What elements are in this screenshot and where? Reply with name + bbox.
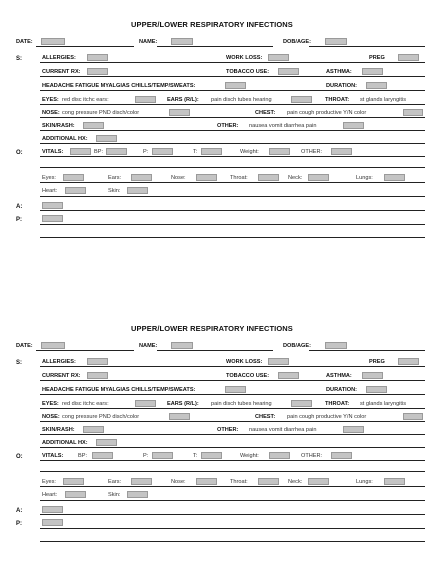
form-title: UPPER/LOWER RESPIRATORY INFECTIONS xyxy=(131,20,293,29)
other-vitals-label: OTHER: xyxy=(301,149,323,155)
tobacco-use-label: TOBACCO USE: xyxy=(226,373,270,379)
plan-label: P: xyxy=(16,217,22,223)
respiratory-form-1 xyxy=(0,16,444,286)
nose-symptoms: cong pressure PND disch/color xyxy=(62,110,140,116)
chest-label: CHEST: xyxy=(255,110,276,116)
exam-neck-field[interactable] xyxy=(308,174,329,181)
chest-field[interactable] xyxy=(403,413,423,420)
bp-label: BP: xyxy=(94,149,104,155)
headache-field[interactable] xyxy=(225,82,246,89)
other-symptoms: nausea vomit diarrhea pain xyxy=(249,427,317,433)
throat-symptoms: st glands laryngitis xyxy=(360,401,407,407)
exam-heart-label: Heart: xyxy=(42,492,58,498)
other-field[interactable] xyxy=(343,426,364,433)
assessment-field[interactable] xyxy=(42,506,63,513)
work-loss-label: WORK LOSS: xyxy=(226,55,263,61)
name-line xyxy=(157,350,273,351)
exam-line-1 xyxy=(40,182,425,183)
date-label: DATE: xyxy=(16,39,33,45)
subjective-label: S: xyxy=(16,360,22,366)
exam-skin-field[interactable] xyxy=(127,491,148,498)
dob-age-label: DOB/AGE: xyxy=(283,343,311,349)
plan-line xyxy=(40,528,425,529)
nose-label: NOSE: xyxy=(42,414,60,420)
respiratory-form-2 xyxy=(0,320,444,575)
exam-lungs-field[interactable] xyxy=(384,174,405,181)
exam-ears-label: Ears: xyxy=(108,175,122,181)
exam-neck-label: Neck: xyxy=(288,479,303,485)
allergies-line xyxy=(40,62,425,63)
exam-throat-field[interactable] xyxy=(258,174,279,181)
skin-rash-label: SKIN/RASH: xyxy=(42,427,75,433)
vitals-line-2 xyxy=(40,167,425,168)
exam-lungs-label: Lungs: xyxy=(356,175,373,181)
exam-line-2 xyxy=(40,196,425,197)
exam-throat-label: Throat: xyxy=(230,479,248,485)
vitals-field[interactable] xyxy=(70,148,91,155)
name-label: NAME: xyxy=(139,39,158,45)
work-loss-field[interactable] xyxy=(268,358,289,365)
eyes-field[interactable] xyxy=(135,96,156,103)
plan-field[interactable] xyxy=(42,215,63,222)
exam-nose-label: Nose: xyxy=(171,479,186,485)
other-vitals-label: OTHER: xyxy=(301,453,323,459)
exam-eyes-field[interactable] xyxy=(63,478,84,485)
assessment-field[interactable] xyxy=(42,202,63,209)
vitals-line-2 xyxy=(40,471,425,472)
current-rx-field[interactable] xyxy=(87,372,108,379)
asthma-label: ASTHMA: xyxy=(326,373,352,379)
tobacco-use-label: TOBACCO USE: xyxy=(226,69,270,75)
additional-hx-field[interactable] xyxy=(96,135,117,142)
exam-heart-field[interactable] xyxy=(65,187,86,194)
objective-label: O: xyxy=(16,150,23,156)
headache-label: HEADACHE FATIGUE MYALGIAS CHILLS/TEMP/SWEATS: xyxy=(42,387,196,393)
weight-field[interactable] xyxy=(269,148,290,155)
form-title: UPPER/LOWER RESPIRATORY INFECTIONS xyxy=(131,324,293,333)
weight-field[interactable] xyxy=(269,452,290,459)
preg-field[interactable] xyxy=(398,358,419,365)
additional-hx-line xyxy=(40,447,425,448)
tobacco-use-field[interactable] xyxy=(278,372,299,379)
work-loss-label: WORK LOSS: xyxy=(226,359,263,365)
exam-skin-label: Skin: xyxy=(108,188,121,194)
exam-skin-field[interactable] xyxy=(127,187,148,194)
current-rx-line xyxy=(40,76,425,77)
skin-rash-label: SKIN/RASH: xyxy=(42,123,75,129)
ears-symptoms: pain disch tubes hearing xyxy=(211,401,272,407)
additional-hx-field[interactable] xyxy=(96,439,117,446)
assessment-line xyxy=(40,210,425,211)
ears-rl-label: EARS (R/L): xyxy=(167,97,199,103)
throat-label: THROAT: xyxy=(325,97,350,103)
skin-rash-field[interactable] xyxy=(83,122,104,129)
other-symptoms: nausea vomit diarrhea pain xyxy=(249,123,317,129)
exam-heart-label: Heart: xyxy=(42,188,58,194)
temp-label: T: xyxy=(193,453,198,459)
date-line xyxy=(36,46,134,47)
bp-field[interactable] xyxy=(92,452,113,459)
dob-age-label: DOB/AGE: xyxy=(283,39,311,45)
exam-ears-label: Ears: xyxy=(108,479,122,485)
exam-neck-field[interactable] xyxy=(308,478,329,485)
name-line xyxy=(157,46,273,47)
weight-label: Weight: xyxy=(240,149,259,155)
date-line xyxy=(36,350,134,351)
assessment-line xyxy=(40,514,425,515)
duration-label: DURATION: xyxy=(326,387,357,393)
other-vitals-field[interactable] xyxy=(331,452,352,459)
exam-line-1 xyxy=(40,486,425,487)
exam-nose-label: Nose: xyxy=(171,175,186,181)
subjective-label: S: xyxy=(16,56,22,62)
exam-heart-field[interactable] xyxy=(65,491,86,498)
current-rx-line xyxy=(40,380,425,381)
current-rx-label: CURRENT RX: xyxy=(42,69,81,75)
skin-rash-field[interactable] xyxy=(83,426,104,433)
eyes-field[interactable] xyxy=(135,400,156,407)
additional-hx-label: ADDITIONAL HX: xyxy=(42,440,88,446)
plan-line-2 xyxy=(40,541,425,542)
duration-label: DURATION: xyxy=(326,83,357,89)
work-loss-field[interactable] xyxy=(268,54,289,61)
current-rx-field[interactable] xyxy=(87,68,108,75)
nose-line xyxy=(40,421,425,422)
nose-line xyxy=(40,117,425,118)
exam-nose-field[interactable] xyxy=(196,174,217,181)
exam-throat-label: Throat: xyxy=(230,175,248,181)
chest-label: CHEST: xyxy=(255,414,276,420)
pulse-label: P: xyxy=(143,149,149,155)
asthma-label: ASTHMA: xyxy=(326,69,352,75)
pulse-label: P: xyxy=(143,453,149,459)
headache-field[interactable] xyxy=(225,386,246,393)
bp-field[interactable] xyxy=(106,148,127,155)
nose-symptoms: cong pressure PND disch/color xyxy=(62,414,140,420)
exam-ears-field[interactable] xyxy=(131,174,152,181)
nose-field[interactable] xyxy=(169,109,190,116)
name-label: NAME: xyxy=(139,343,158,349)
exam-ears-field[interactable] xyxy=(131,478,152,485)
vitals-label: VITALS: xyxy=(42,453,64,459)
chest-symptoms: pain cough productive Y/N color xyxy=(287,110,367,116)
eyes-line xyxy=(40,408,425,409)
chest-symptoms: pain cough productive Y/N color xyxy=(287,414,367,420)
eyes-line xyxy=(40,104,425,105)
date-label: DATE: xyxy=(16,343,33,349)
skin-line xyxy=(40,130,425,131)
exam-lungs-field[interactable] xyxy=(384,478,405,485)
exam-eyes-field[interactable] xyxy=(63,174,84,181)
other-label: OTHER: xyxy=(217,427,239,433)
dob-age-line xyxy=(309,350,425,351)
other-label: OTHER: xyxy=(217,123,239,129)
ears-field[interactable] xyxy=(291,96,312,103)
assessment-label: A: xyxy=(16,204,23,210)
name-field[interactable] xyxy=(171,342,193,349)
throat-symptoms: st glands laryngitis xyxy=(360,97,407,103)
pulse-field[interactable] xyxy=(152,148,173,155)
throat-label: THROAT: xyxy=(325,401,350,407)
dob-age-field[interactable] xyxy=(325,342,347,349)
chest-field[interactable] xyxy=(403,109,423,116)
weight-label: Weight: xyxy=(240,453,259,459)
plan-line-2 xyxy=(40,237,425,238)
duration-field[interactable] xyxy=(366,82,387,89)
additional-hx-line xyxy=(40,143,425,144)
plan-label: P: xyxy=(16,521,22,527)
assessment-label: A: xyxy=(16,508,23,514)
headache-line xyxy=(40,90,425,91)
name-field[interactable] xyxy=(171,38,193,45)
bp-label: BP: xyxy=(78,453,88,459)
exam-skin-label: Skin: xyxy=(108,492,121,498)
headache-label: HEADACHE FATIGUE MYALGIAS CHILLS/TEMP/SWEATS: xyxy=(42,83,196,89)
asthma-field[interactable] xyxy=(362,372,383,379)
exam-eyes-label: Eyes: xyxy=(42,175,56,181)
eyes-label: EYES: xyxy=(42,401,59,407)
duration-field[interactable] xyxy=(366,386,387,393)
date-field[interactable] xyxy=(41,38,65,45)
ears-symptoms: pain disch tubes hearing xyxy=(211,97,272,103)
ears-field[interactable] xyxy=(291,400,312,407)
eyes-symptoms: red disc itchc ears: xyxy=(62,97,109,103)
nose-label: NOSE: xyxy=(42,110,60,116)
additional-hx-label: ADDITIONAL HX: xyxy=(42,136,88,142)
plan-line xyxy=(40,224,425,225)
nose-field[interactable] xyxy=(169,413,190,420)
vitals-line xyxy=(40,156,425,157)
asthma-field[interactable] xyxy=(362,68,383,75)
allergies-label: ALLERGIES: xyxy=(42,359,76,365)
skin-line xyxy=(40,434,425,435)
allergies-field[interactable] xyxy=(87,54,108,61)
allergies-label: ALLERGIES: xyxy=(42,55,76,61)
preg-label: PREG xyxy=(369,55,385,61)
allergies-field[interactable] xyxy=(87,358,108,365)
temp-field[interactable] xyxy=(201,452,222,459)
eyes-label: EYES: xyxy=(42,97,59,103)
allergies-line xyxy=(40,366,425,367)
dob-age-field[interactable] xyxy=(325,38,347,45)
ears-rl-label: EARS (R/L): xyxy=(167,401,199,407)
exam-line-2 xyxy=(40,500,425,501)
plan-field[interactable] xyxy=(42,519,63,526)
exam-throat-field[interactable] xyxy=(258,478,279,485)
tobacco-use-field[interactable] xyxy=(278,68,299,75)
exam-neck-label: Neck: xyxy=(288,175,303,181)
temp-field[interactable] xyxy=(201,148,222,155)
pulse-field[interactable] xyxy=(152,452,173,459)
other-field[interactable] xyxy=(343,122,364,129)
current-rx-label: CURRENT RX: xyxy=(42,373,81,379)
preg-field[interactable] xyxy=(398,54,419,61)
dob-age-line xyxy=(309,46,425,47)
headache-line xyxy=(40,394,425,395)
eyes-symptoms: red disc itchc ears: xyxy=(62,401,109,407)
exam-lungs-label: Lungs: xyxy=(356,479,373,485)
vitals-label: VITALS: xyxy=(42,149,64,155)
other-vitals-field[interactable] xyxy=(331,148,352,155)
vitals-line xyxy=(40,460,425,461)
temp-label: T: xyxy=(193,149,198,155)
exam-eyes-label: Eyes: xyxy=(42,479,56,485)
date-field[interactable] xyxy=(41,342,65,349)
preg-label: PREG xyxy=(369,359,385,365)
exam-nose-field[interactable] xyxy=(196,478,217,485)
objective-label: O: xyxy=(16,454,23,460)
